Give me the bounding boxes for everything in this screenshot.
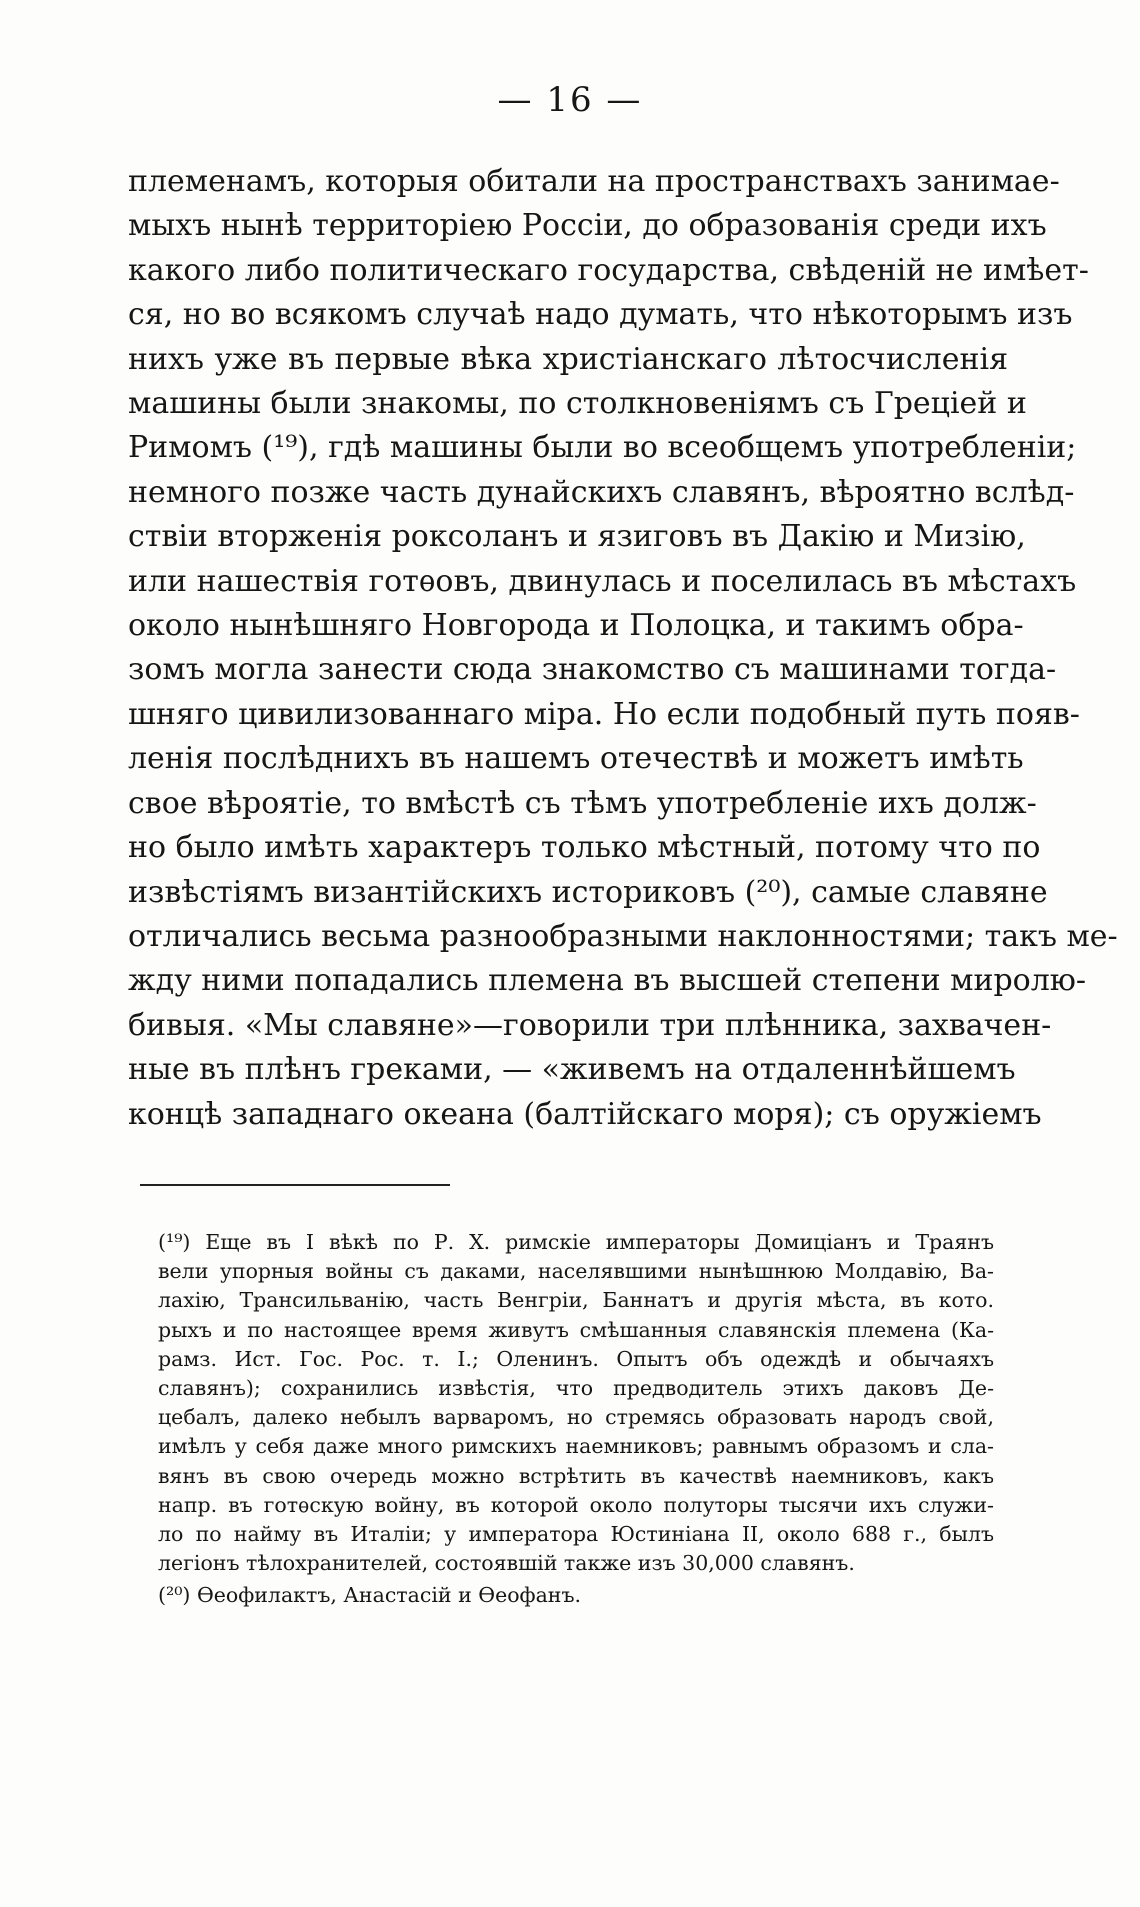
body-line: жду ними попадались племена въ высшей степени миролю- xyxy=(128,963,1087,999)
body-line: или нашествія готѳовъ, двинулась и поселилась въ мѣстахъ xyxy=(128,563,1077,599)
body-line: свое вѣроятіе, то вмѣстѣ съ тѣмъ употребленіе ихъ долж- xyxy=(128,785,1037,821)
body-line: ные въ плѣнъ греками, — «живемъ на отдаленнѣйшемъ xyxy=(128,1052,1016,1088)
body-line: мыхъ нынѣ территоріею Россіи, до образованія среди ихъ xyxy=(128,208,1047,244)
footnotes xyxy=(158,1228,994,1611)
body-line: племенамъ, которыя обитали на пространствахъ занимае- xyxy=(128,164,1060,199)
page-number: — 16 — xyxy=(497,80,643,120)
footnote-line: вянъ въ свою очередь можно встрѣтить въ качествѣ наемниковъ, какъ xyxy=(158,1463,994,1488)
body-line: бивыя. «Мы славяне»—говорили три плѣнника, захвачен- xyxy=(128,1007,1052,1043)
body-line: машины были знакомы, по столкновеніямъ съ Греціей и xyxy=(128,386,1027,422)
footnote-line: имѣлъ у себя даже много римскихъ наемниковъ; равнымъ образомъ и сла- xyxy=(158,1434,994,1459)
body-line: какого либо политическаго государства, свѣденій не имѣет- xyxy=(128,252,1089,288)
body-line: шняго цивилизованнаго міра. Но если подобный путь появ- xyxy=(128,696,1080,732)
footnote-20 xyxy=(158,1581,994,1610)
footnote-line: рыхъ и по настоящее время живутъ смѣшанныя славянскія племена (Ка- xyxy=(158,1317,994,1342)
footnote-line: легіонъ тѣлохранителей, состоявшій также изъ 30,000 славянъ. xyxy=(158,1551,855,1576)
footnote-line: лахію, Трансильванію, часть Венгріи, Баннатъ и другія мѣста, въ кото. xyxy=(158,1288,994,1313)
footnote-19 xyxy=(158,1228,994,1578)
body-line: отличались весьма разнообразными наклонностями; такъ ме- xyxy=(128,918,1118,954)
footnote-line: рамз. Ист. Гос. Рос. т. I.; Оленинъ. Опытъ объ одеждѣ и обычаяхъ xyxy=(158,1346,994,1371)
footnote-line: напр. въ готѳскую войну, въ которой около полуторы тысячи ихъ служи- xyxy=(158,1492,994,1517)
footnote-line: (²⁰) Ѳеофилактъ, Анастасій и Ѳеофанъ. xyxy=(158,1583,582,1608)
footnote-line: ло по найму въ Италіи; у императора Юстиніана II, около 688 г., былъ xyxy=(158,1522,994,1547)
body-line: нихъ уже въ первые вѣка христіанскаго лѣтосчисленія xyxy=(128,341,1008,377)
footnote-divider xyxy=(140,1184,450,1186)
body-line: немного позже часть дунайскихъ славянъ, вѣроятно вслѣд- xyxy=(128,474,1075,510)
body-text xyxy=(128,160,1118,1137)
body-line: но было имѣть характеръ только мѣстный, потому что по xyxy=(128,830,1041,866)
body-line: около нынѣшняго Новгорода и Полоцка, и такимъ обра- xyxy=(128,608,1024,644)
body-line: ствіи вторженія роксоланъ и язиговъ въ Дакію и Мизію, xyxy=(128,519,1026,555)
body-line: извѣстіямъ византійскихъ историковъ (²⁰), самые славяне xyxy=(128,874,1048,910)
footnote-line: славянъ); сохранились извѣстія, что предводитель этихъ даковъ Де- xyxy=(158,1376,994,1401)
footnote-line: (¹⁹) Еще въ I вѣкѣ по Р. Х. римскіе императоры Домиціанъ и Траянъ xyxy=(158,1230,994,1254)
footnote-line: цебалъ, далеко небылъ варваромъ, но стремясь образовать народъ свой, xyxy=(158,1405,994,1430)
body-line: Римомъ (¹⁹), гдѣ машины были во всеобщемъ употребленіи; xyxy=(128,430,1077,466)
body-line: ленія послѣднихъ въ нашемъ отечествѣ и можетъ имѣть xyxy=(128,741,1024,777)
body-line: концѣ западнаго океана (балтійскаго моря); съ оружіемъ xyxy=(128,1096,1042,1132)
body-line: зомъ могла занести сюда знакомство съ машинами тогда- xyxy=(128,652,1057,688)
body-line: ся, но во всякомъ случаѣ надо думать, что нѣкоторымъ изъ xyxy=(128,297,1073,333)
footnote-line: вели упорныя войны съ даками, населявшими нынѣшнюю Молдавію, Ва- xyxy=(158,1259,994,1284)
